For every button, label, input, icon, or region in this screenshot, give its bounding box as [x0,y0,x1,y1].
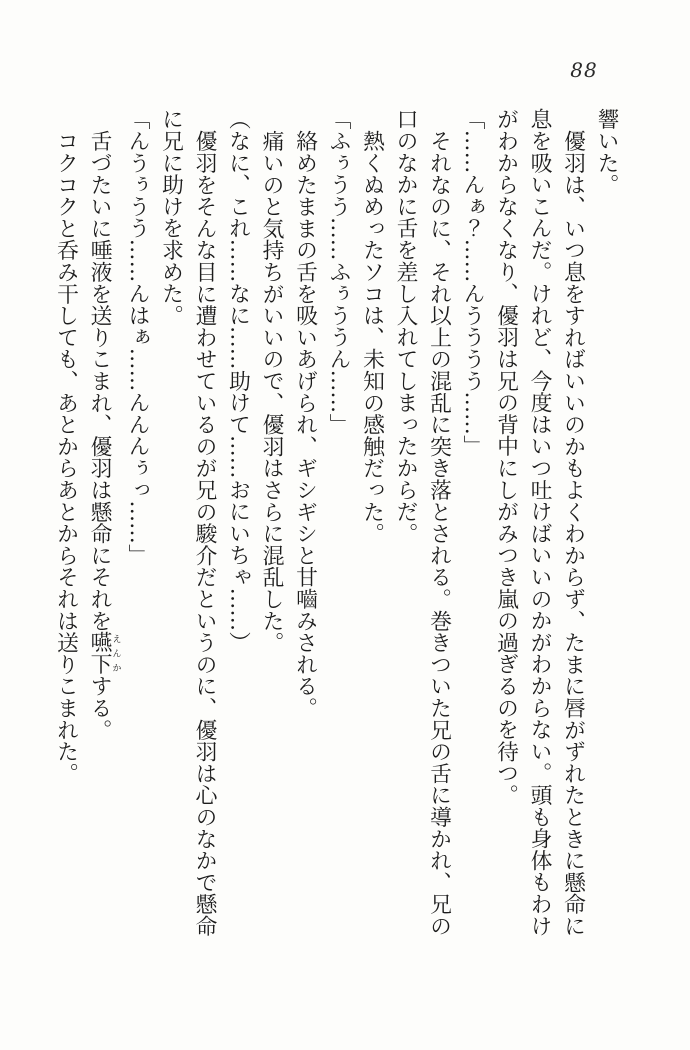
paragraph-11-dialogue [121,108,155,941]
paragraph-text: する。 [87,674,112,741]
paragraph-text: 「……んぁ？……んうううう……」 [460,108,485,457]
paragraph-8 [255,108,289,941]
paragraph-text: 優羽は、いつ息をすればいいのかもよくわからず、たまに唇がずれたときに懸命に息を吸いこんだ。けれど、今度はいつ吐けばいいのかがわからない。頭も身体もわけがわからなくなり、優羽は兄の背中にしがみつき嵐の過ぎるのを待つ。 [493,108,586,937]
page-number: 88 [570,58,598,82]
paragraph-13 [49,108,83,941]
text-block [53,108,623,941]
paragraph-7 [288,108,322,941]
paragraph-text: 優羽をそんな目に遭わせているのが兄の駿介だというのに、優羽は心のなかで懸命に兄に助けを求めた。 [158,108,217,937]
paragraph-9-thought [221,108,255,941]
paragraph-text: 熱くぬめったソコは、未知の感触だった。 [359,129,385,544]
paragraph-2 [489,108,590,941]
ruby-furigana: えんか [110,631,121,675]
paragraph-text: 響いた。 [594,108,619,196]
paragraph-text: 痛いのと気持ちがいいので、優羽はさらに混乱した。 [259,129,284,653]
paragraph-12 [83,108,121,941]
paragraph-text: それなのに、それ以上の混乱に突き落とされる。巻きついた兄の舌に導かれ、兄の口のなかに舌を差し入れてしまったからだ。 [393,108,452,937]
paragraph-1 [590,108,624,941]
paragraph-text: 舌づたいに唾液を送りこまれ、優羽は懸命にそれを [87,129,112,632]
paragraph-text: 「んうぅうう……んはぁ……んんんぅっ……」 [125,108,150,566]
paragraph-4 [389,108,456,941]
paragraph-text: 「ふぅうう……ふぅううん……」 [326,108,351,435]
paragraph-6-dialogue [322,108,356,941]
paragraph-10 [154,108,221,941]
paragraph-text: （なに、これ……なに……助けて……おにいちゃ……） [225,108,251,653]
ruby-annotated-word [87,631,121,675]
paragraph-text: 絡めたままの舌を吸いあげられ、ギシギシと甘嚙みされる。 [292,129,318,719]
ruby-base: 嚥下 [87,631,112,675]
paragraph-3-dialogue [456,108,490,941]
paragraph-5 [355,108,389,941]
paragraph-text: コクコクと呑み干しても、あとからあとからそれは送りこまれた。 [53,129,79,784]
